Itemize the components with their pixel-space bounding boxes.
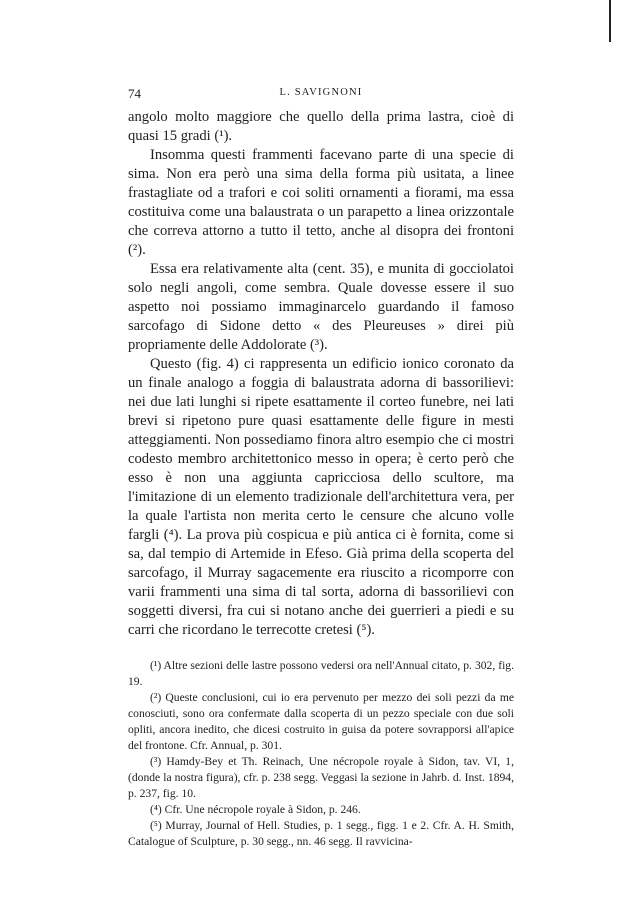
page-edge-line	[609, 0, 611, 42]
paragraph-4: Questo (fig. 4) ci rappresenta un edificio ionico coronato da un finale analogo a foggia di balaustrata adorna di bassorilievi: nei due lati lunghi si ripete esattamente il corteo funebre, nei lati brevi si ripetono pure quasi esattamente delle figure in mesti atteggiamenti. Non possediamo finora altro esempio che ci mostri codesto membro architettonico messo in opera; è certo però che esso è non una aggiunta capricciosa dello scultore, ma l'imitazione di un elemento tradizionale dell'architettura vera, per la quale l'artista non merita certo le censure che alcuno volle fargli (⁴). La prova più cospicua e più antica ci è fornita, come si sa, dal tempio di Artemide in Efeso. Già prima della scoperta del sarcofago, il Murray sagacemente era riuscito a ricomporre con varii frammenti una sima di tal sorta, adorna di bassorilievi con soggetti diversi, fra cui si notano anche dei guerrieri a piedi e su carri che ricordano le terrecotte cretesi (⁵).	[128, 356, 514, 638]
book-page	[128, 86, 514, 850]
paragraph-2: Insomma questi frammenti facevano parte di una specie di sima. Non era però una sima della forma più usitata, a linee frastagliate od a trafori e coi soliti ornamenti a fiorami, ma essa costituiva come una balaustrata o un parapetto a linea orizzontale che correva attorno a tutto il tetto, anche al disopra dei frontoni (²).	[128, 147, 514, 258]
paragraph-3: Essa era relativamente alta (cent. 35), e munita di gocciolatoi solo negli angoli, come sembra. Quale dovesse essere il suo aspetto noi possiamo immaginarcelo guardando il famoso sarcofago di Sidone detto « des Pleureuses » direi più propriamente delle Addolorate (³).	[128, 261, 514, 353]
footnote-3: (³) Hamdy-Bey et Th. Reinach, Une nécropole royale à Sidon, tav. VI, 1, (donde la nostra figura), cfr. p. 238 segg. Veggasi la sezione in Jahrb. d. Inst. 1894, p. 237, fig. 10.	[128, 755, 514, 800]
footnote-4: (⁴) Cfr. Une nécropole royale à Sidon, p. 246.	[150, 803, 361, 816]
footnote-5: (⁵) Murray, Journal of Hell. Studies, p. 1 segg., figg. 1 e 2. Cfr. A. H. Smith, Catalogue of Sculpture, p. 30 segg., nn. 46 segg. Il ravvicina-	[128, 819, 514, 848]
running-title: L. SAVIGNONI	[279, 87, 363, 98]
footnotes	[128, 658, 514, 850]
footnote-2: (²) Queste conclusioni, cui io era pervenuto per mezzo dei soli pezzi da me conosciuti, sono ora confermate dalla scoperta di un pezzo speciale con due soli opliti, ancora inedito, che dicesi costruito in guisa da potere sovrapporsi all'apice del frontone. Cfr. Annual, p. 301.	[128, 691, 514, 752]
footnote-1: (¹) Altre sezioni delle lastre possono vedersi ora nell'Annual citato, p. 302, fig. 19.	[128, 659, 514, 688]
paragraph-1: angolo molto maggiore che quello della prima lastra, cioè di quasi 15 gradi (¹).	[128, 109, 514, 144]
body-text	[128, 108, 514, 640]
page-number: 74	[128, 86, 141, 101]
running-head	[128, 86, 514, 108]
